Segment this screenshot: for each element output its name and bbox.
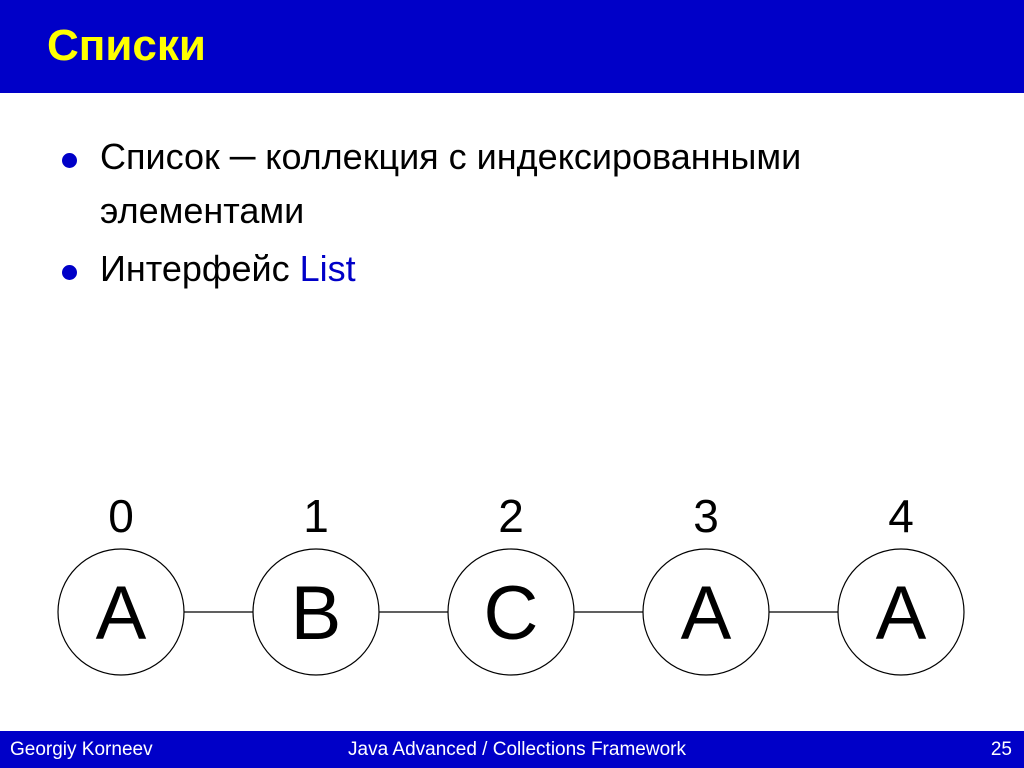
interface-keyword: List [299, 248, 356, 289]
list-node-value: A [875, 571, 927, 656]
list-diagram [0, 470, 1024, 690]
list-node-index: 4 [888, 490, 914, 542]
list-node-index: 2 [498, 490, 524, 542]
footer-page-number: 25 [990, 739, 1012, 760]
list-node-index: 3 [693, 490, 719, 542]
footer-course: Java Advanced / Collections Framework [348, 739, 686, 760]
bullet-dot-icon [62, 265, 77, 280]
bullet-list [60, 130, 990, 296]
slide-title: Списки [47, 21, 206, 70]
bullet-text: Список ─ коллекция с индексированными элементами [100, 136, 802, 231]
footer-author: Georgiy Korneev [10, 739, 153, 760]
list-node-value: C [483, 571, 539, 656]
title-bar [0, 0, 1024, 93]
bullet-item-interface [60, 242, 990, 296]
list-node-index: 1 [303, 490, 329, 542]
list-node-value: A [680, 571, 732, 656]
bullet-dot-icon [62, 153, 77, 168]
bullet-text: Интерфейс [100, 248, 300, 289]
list-node-value: B [290, 571, 342, 656]
list-node-value: A [95, 571, 147, 656]
list-node-index: 0 [108, 490, 134, 542]
footer-bar [0, 731, 1024, 768]
bullet-item-list-definition [60, 130, 990, 238]
